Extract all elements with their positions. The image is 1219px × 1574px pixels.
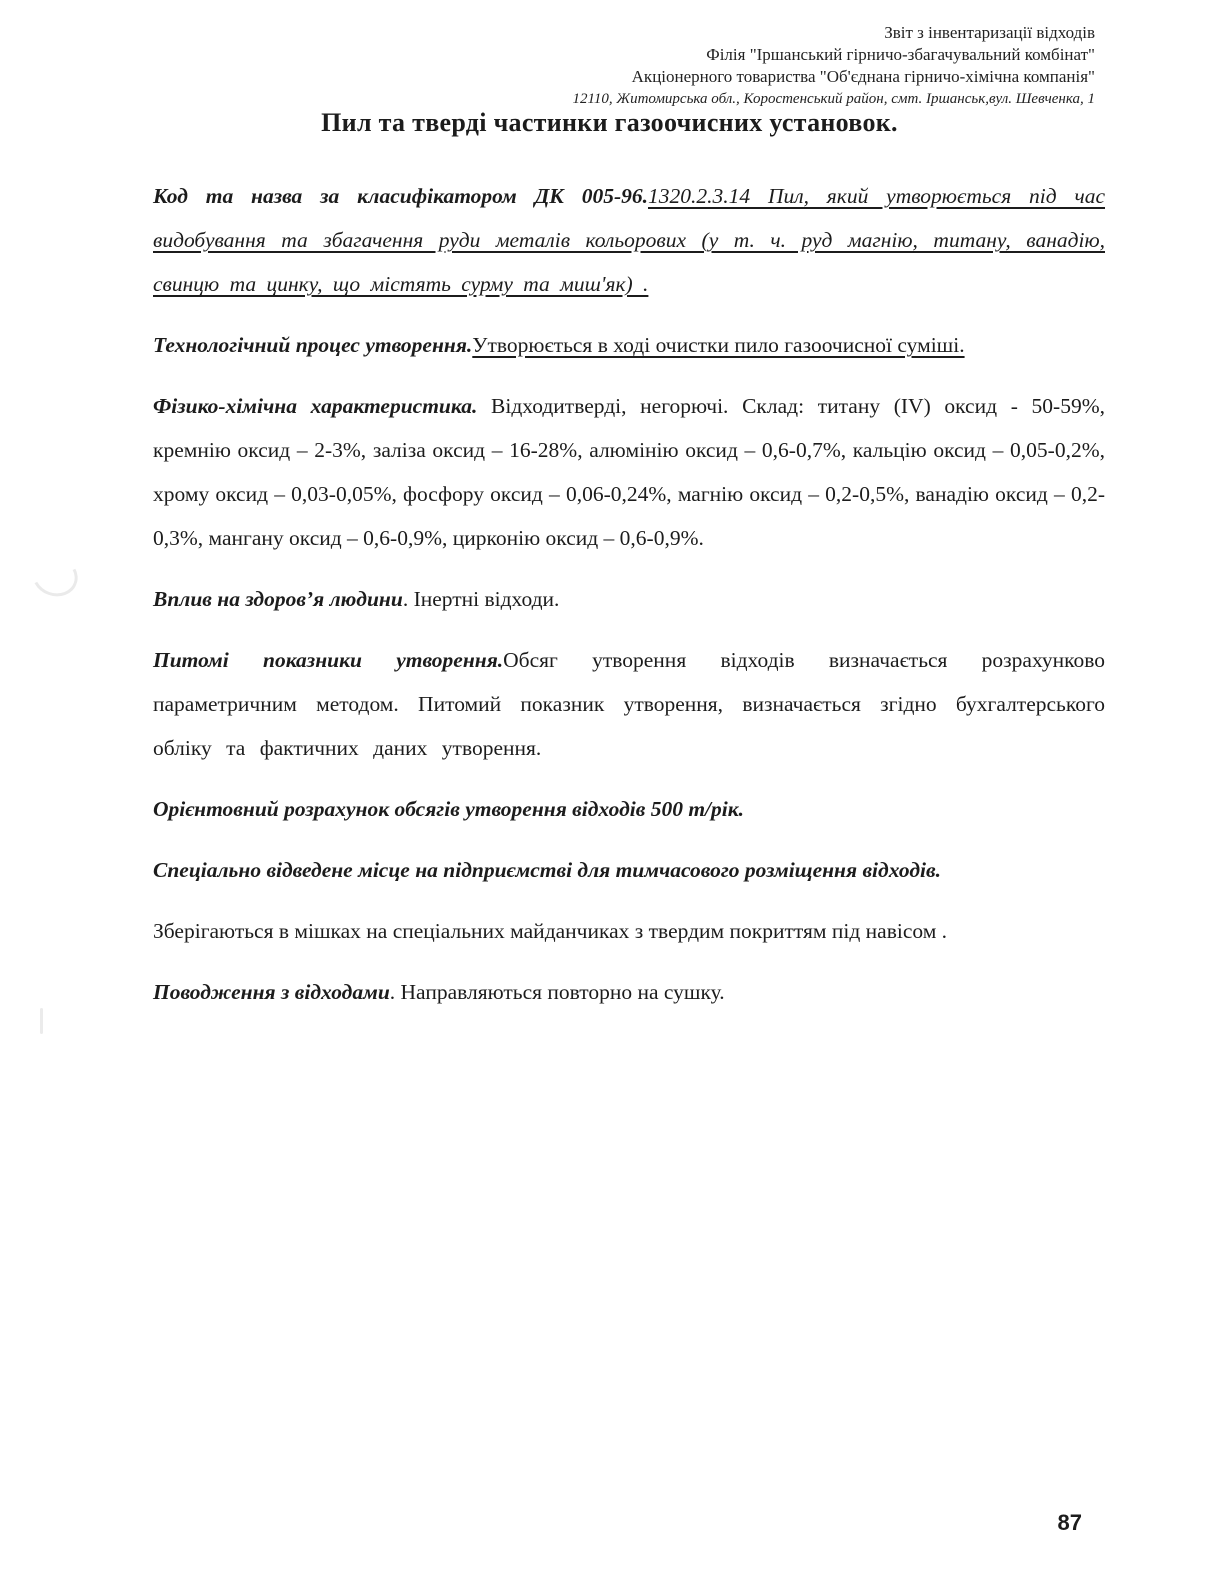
page-number: 87 [1057,1510,1082,1535]
paragraph-lead: Питомі показники утворення. [153,648,504,672]
paragraph-physchem [153,384,1105,560]
header-line-branch: Філія "Іршанський гірничо-збагачувальний комбінат" [706,45,1095,64]
report-header [572,22,1095,110]
paragraph-lead: Спеціально відведене місце на підприємстві для тимчасового розміщення відходів. [153,858,941,882]
paragraph-lead: Технологічний процес утворення. [153,333,473,357]
paragraph-lead: Фізико-хімічна характеристика. [153,394,478,418]
scan-artifact [27,549,84,602]
paragraph-storage-details [153,909,1105,953]
paragraph-lead: Орієнтовний розрахунок обсягів утворення відходів 500 т/рік. [153,797,745,821]
paragraph-specific-indicators [153,638,1105,770]
document-title: Пил та тверді частинки газоочисних установок. [321,108,898,137]
paragraph-storage-place [153,848,1105,892]
paragraph-text: Зберігаються в мішках на спеціальних майданчиках з твердим покриттям під навісом . [153,919,948,943]
header-line-company: Акціонерного товариства "Об'єднана гірничо-хімічна компанія" [631,67,1095,86]
paragraph-text: 1320.2.3.14 Пил, який утворюється під час видобування та збагачення руди металів кольорових (у т. ч. руд магнію, титану, ванадію, свинцю та цинку, що містять сурму та миш'як) . [153,184,1105,296]
paragraph-waste-handling [153,970,1105,1014]
paragraph-lead: Вплив на здоров’я людини [153,587,403,611]
paragraph-process [153,323,1105,367]
scan-artifact [40,1008,43,1034]
paragraph-text: Утворюється в ході очистки пило газоочисної суміші. [472,333,965,357]
paragraph-text: . Інертні відходи. [402,587,560,611]
paragraph-text: . Направляються повторно на сушку. [389,980,725,1004]
paragraph-text: Обсяг утворення відходів визначається розрахунково параметричним методом. Питомий показник утворення, визначається згідно бухгалтерського обліку та фактичних даних утворення. [153,648,1105,760]
header-line-address: 12110, Житомирська обл., Коростенський район, смт. Іршанськ,вул. Шевченка, 1 [572,91,1095,107]
document-body [153,174,1105,1031]
paragraph-classifier-code [153,174,1105,306]
paragraph-estimated-volume [153,787,1105,831]
paragraph-health-impact [153,577,1105,621]
paragraph-lead: Поводження з відходами [153,980,390,1004]
header-line-report: Звіт з інвентаризації відходів [884,23,1095,42]
paragraph-text: Відходитверді, негорючі. Склад: титану (IV) оксид - 50-59%, кремнію оксид – 2-3%, заліза оксид – 16-28%, алюмінію оксид – 0,6-0,7%, кальцію оксид – 0,05-0,2%, хрому оксид – 0,03-0,05%, фосфору оксид – 0,06-0,24%, магнію оксид – 0,2-0,5%, ванадію оксид – 0,2-0,3%, мангану оксид – 0,6-0,9%, цирконію оксид – 0,6-0,9%. [153,394,1105,550]
paragraph-lead: Код та назва за класифікатором ДК 005-96. [153,184,648,208]
